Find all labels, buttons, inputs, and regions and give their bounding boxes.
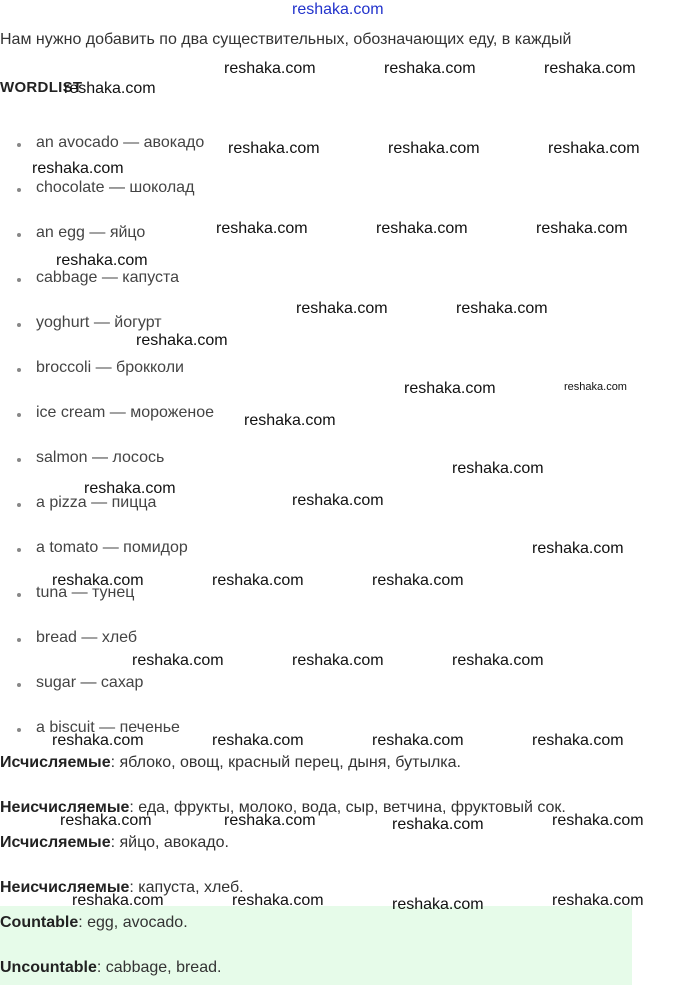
wordlist-item: sugar — сахар [36,674,144,691]
bullet-icon [17,503,21,507]
watermark: reshaka.com [548,140,640,157]
paragraph-text: : яйцо, авокадо. [110,834,229,851]
watermark: reshaka.com [232,892,324,909]
bullet-icon [17,323,21,327]
watermark: reshaka.com [136,332,228,349]
wordlist-item: a tomato — помидор [36,539,188,556]
answer-label: Countable [0,914,79,931]
paragraph-countable-1 [0,754,461,772]
paragraph-label: Неисчисляемые [0,879,130,896]
bullet-icon [17,548,21,552]
watermark: reshaka.com [212,732,304,749]
wordlist-item: a biscuit — печенье [36,719,180,736]
watermark: reshaka.com [452,652,544,669]
watermark: reshaka.com [296,300,388,317]
bullet-icon [17,683,21,687]
bullet-icon [17,593,21,597]
wordlist-item: ice cream — мороженое [36,404,214,421]
paragraph-text: : яблоко, овощ, красный перец, дыня, бутылка. [110,754,461,771]
answer-label: Uncountable [0,959,97,976]
wordlist-item: tuna — тунец [36,584,135,601]
paragraph-label: Исчисляемые [0,754,111,771]
watermark: reshaka.com [224,812,316,829]
bullet-icon [17,458,21,462]
bullet-icon [17,413,21,417]
bullet-icon [17,638,21,642]
watermark: reshaka.com [216,220,308,237]
watermark: reshaka.com [392,896,484,913]
watermark: reshaka.com [228,140,320,157]
watermark: reshaka.com [60,812,152,829]
watermark: reshaka.com [212,572,304,589]
wordlist-item: bread — хлеб [36,629,138,646]
answer-countable [0,914,188,932]
watermark: reshaka.com [372,572,464,589]
watermark: reshaka.com [56,252,148,269]
answer-text: : cabbage, bread. [96,959,222,976]
watermark: reshaka.com [376,220,468,237]
paragraph-countable-2 [0,834,229,852]
wordlist-item: cabbage — капуста [36,269,180,286]
wordlist-item: yoghurt — йогурт [36,314,162,331]
watermark: reshaka.com [292,652,384,669]
paragraph-text: : еда, фрукты, молоко, вода, сыр, ветчина, фруктовый сок. [129,799,566,816]
bullet-icon [17,728,21,732]
watermark: reshaka.com [452,460,544,477]
watermark: reshaka.com [372,732,464,749]
watermark: reshaka.com [64,80,156,97]
wordlist-item: an avocado — авокадо [36,134,205,151]
watermark: reshaka.com [536,220,628,237]
watermark: reshaka.com [52,732,144,749]
wordlist-item: a pizza — пицца [36,494,157,511]
bullet-icon [17,368,21,372]
bullet-icon [17,278,21,282]
answer-uncountable [0,959,221,977]
paragraph-text: : капуста, хлеб. [129,879,244,896]
watermark: reshaka.com [292,492,384,509]
watermark: reshaka.com [552,892,644,909]
watermark: reshaka.com [32,160,124,177]
watermark: reshaka.com [72,892,164,909]
watermark: reshaka.com [84,480,176,497]
watermark: reshaka.com [52,572,144,589]
wordlist-item: broccoli — брокколи [36,359,184,376]
wordlist-heading: WORDLIST [0,79,83,96]
watermark: reshaka.com [564,381,627,393]
watermark: reshaka.com [532,540,624,557]
watermark: reshaka.com [532,732,624,749]
watermark: reshaka.com [456,300,548,317]
paragraph-label: Исчисляемые [0,834,111,851]
watermark: reshaka.com [224,60,316,77]
watermark: reshaka.com [404,380,496,397]
intro-text: Нам нужно добавить по два существительных, обозначающих еду, в каждый [0,31,572,48]
answer-text: : egg, avocado. [78,914,188,931]
watermark-top: reshaka.com [292,1,384,18]
bullet-icon [17,233,21,237]
wordlist-item: an egg — яйцо [36,224,146,241]
bullet-icon [17,188,21,192]
watermark: reshaka.com [244,412,336,429]
wordlist-item: salmon — лосось [36,449,165,466]
watermark: reshaka.com [384,60,476,77]
watermark: reshaka.com [388,140,480,157]
paragraph-label: Неисчисляемые [0,799,130,816]
watermark: reshaka.com [544,60,636,77]
watermark: reshaka.com [132,652,224,669]
wordlist-item: chocolate — шоколад [36,179,195,196]
bullet-icon [17,143,21,147]
watermark: reshaka.com [392,816,484,833]
watermark: reshaka.com [552,812,644,829]
